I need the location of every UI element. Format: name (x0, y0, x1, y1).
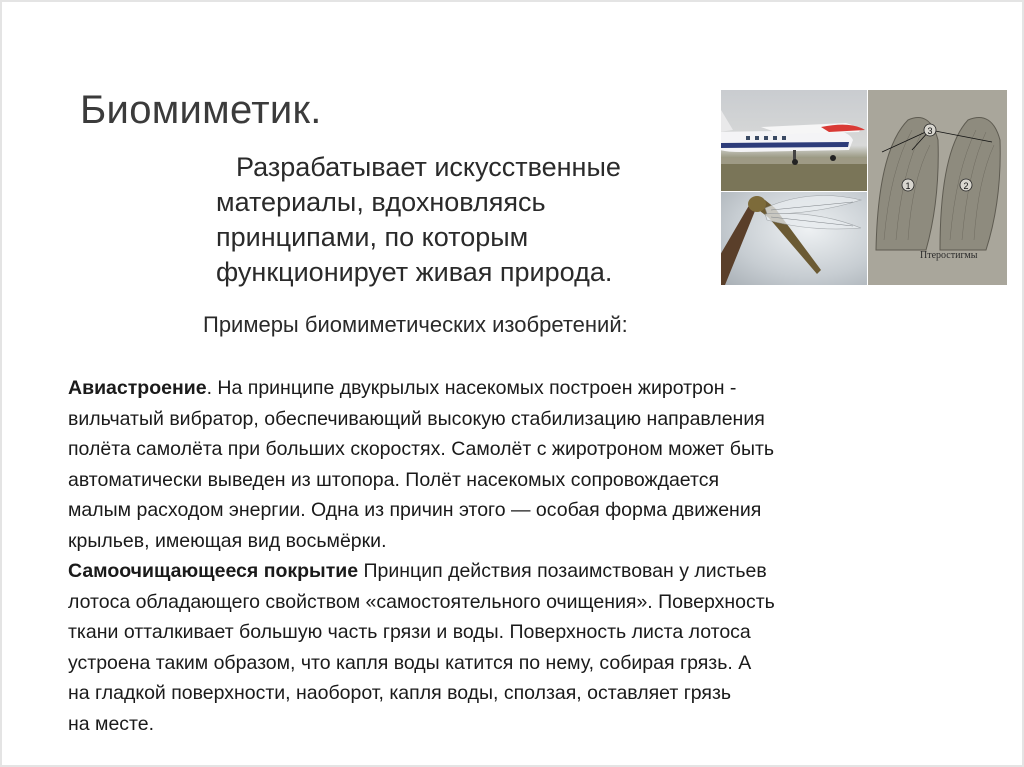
lead-line: функционирует живая природа. (216, 257, 613, 287)
term-self-cleaning: Самоочищающееся покрытие (68, 560, 359, 582)
image-collage (721, 90, 1007, 285)
term-aviation: Авиастроение (68, 377, 207, 399)
airplane-photo (721, 90, 867, 191)
paragraph-aviation: Авиастроение. На принципе двукрылых насекомых построен жиротрон - вильчатый вибратор, обеспечивающий высокую стабилизацию направления полёта самолёта при больших скоростях. Самолёт с жиротроном может быть автоматически выведен из штопора. Полёт насекомых сопровождается малым расходом энергии. Одна из причин этого — особая форма движения крыльев, имеющая вид восьмёрки. (68, 377, 775, 552)
lead-text (216, 150, 706, 290)
wing-caption: Птеростигмы (920, 250, 978, 261)
dragonfly-photo (721, 192, 867, 285)
wing-diagram (868, 90, 1007, 285)
body-text (68, 373, 948, 739)
lead-line: принципами, по которым (216, 222, 529, 252)
wing-marker-3: 3 (927, 126, 933, 136)
slide-title: Биомиметик. (80, 88, 322, 132)
lead-line: материалы, вдохновляясь (216, 187, 546, 217)
wing-marker-2: 2 (963, 181, 969, 191)
slide-border-left (0, 0, 2, 767)
wing-marker-1: 1 (905, 181, 911, 191)
lead-line: Разрабатывает искусственные (236, 152, 621, 182)
slide-border-top (0, 0, 1024, 2)
examples-heading: Примеры биомиметических изобретений: (203, 312, 628, 337)
paragraph-self-cleaning: Самоочищающееся покрытие Принцип действия позаимствован у листьев лотоса обладающего свойством «самостоятельного очищения». Поверхность ткани отталкивает большую часть грязи и воды. Поверхность листа лотоса устроена таким образом, что капля воды катится по нему, собирая грязь. А на гладкой поверхности, наоборот, капля воды, сползая, оставляет грязь на месте. (68, 560, 775, 735)
